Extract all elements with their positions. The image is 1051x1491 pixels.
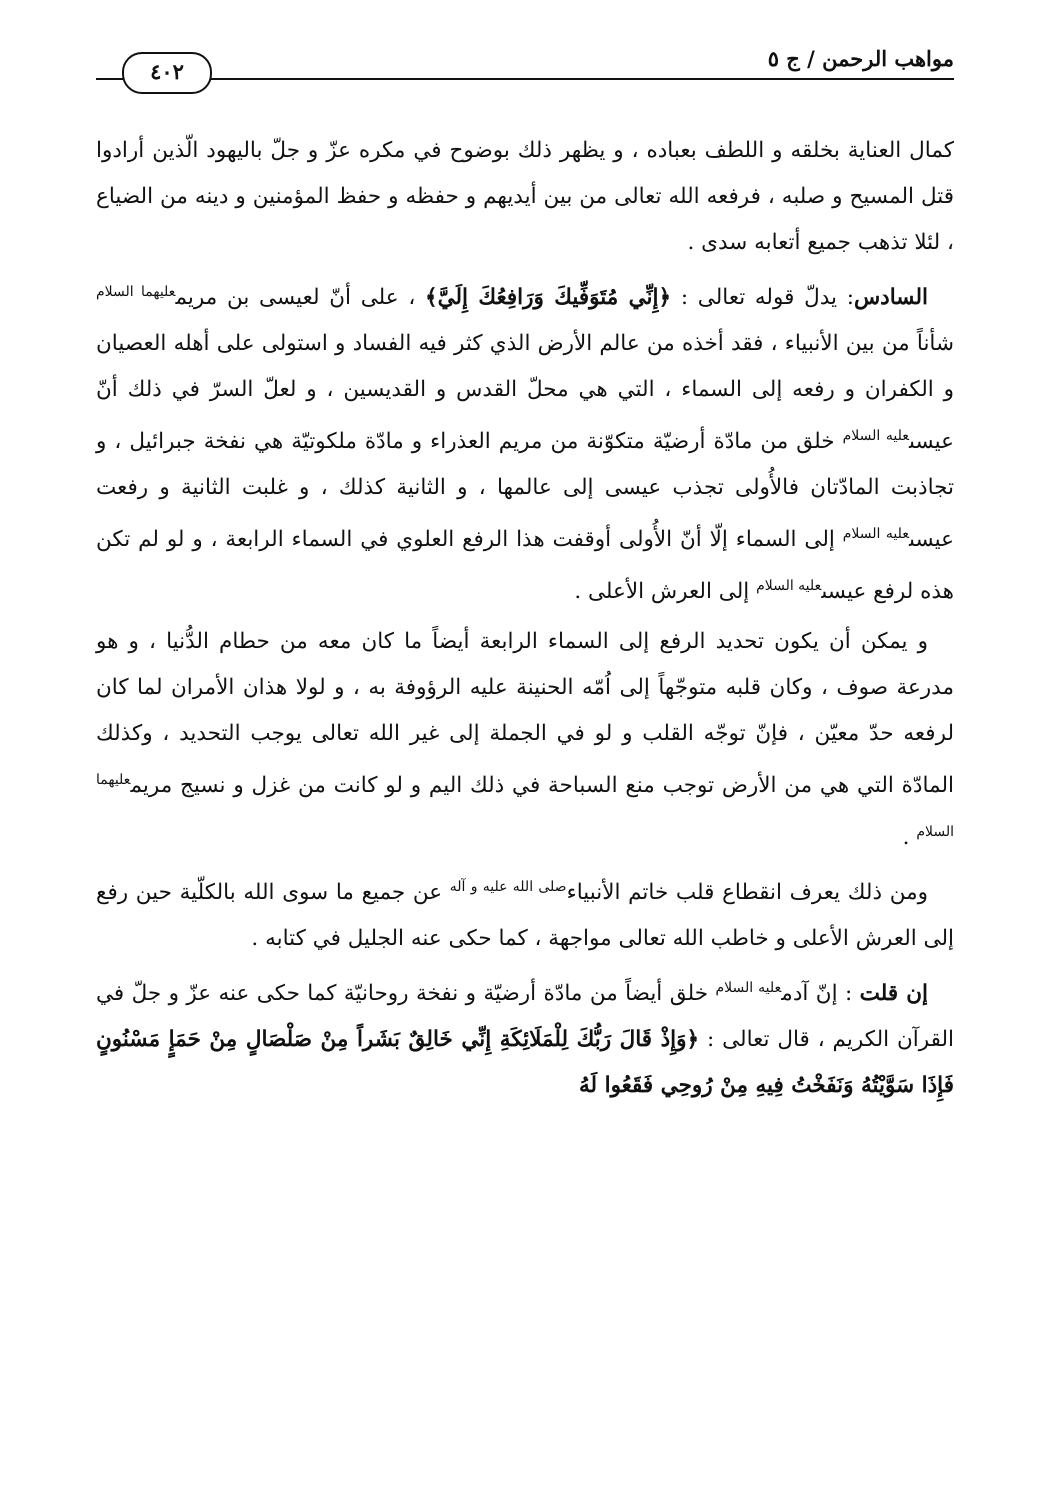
text-span: : يدلّ قوله تعالى : [671,285,854,311]
text-span: إلى العرش الأعلى . [574,579,757,605]
text-span: شأناً من بين الأنبياء ، فقد أخذه من عالم الأرض الذي كثر فيه الفساد و استولى على أهله العصيان و الكفران و رفعه إلى السماء ، التي هي محلّ القدس و القديسين ، و لعلّ السرّ في ذلك أنّ عيسى [96,331,954,455]
running-title: مواهب الرحمن / ج ٥ [767,46,954,71]
paragraph-4 [96,864,954,962]
page-header [96,40,954,88]
paragraph-5 [96,965,954,1109]
paragraph-3 [96,619,954,861]
section-term: السادس [853,285,929,311]
paragraph-2 [96,269,954,616]
text-span: خلق أيضاً من مادّة أرضيّة و نفخة روحانيّة كما حكى عنه عزّ و جلّ في القرآن الكريم ، قال تعالى : [96,981,954,1053]
text-span: : إنّ آدم [781,981,860,1007]
section-term: إن قلت [859,981,928,1007]
honorific-mark: عليهما السلام [96,771,954,840]
quran-verse: ﴿إِنِّي مُتَوَفِّيكَ وَرَافِعُكَ إِلَيَّ﴾ [424,285,672,311]
honorific-mark: صلى الله عليه و آله [449,878,567,895]
text-span: إلى السماء إلّا أنّ الأُولى أوقفت هذا الرفع العلوي في السماء الرابعة ، و لو لم تكن هذه لرفع عيسى [96,527,954,605]
text-span: ، على أنّ لعيسى بن مريم [175,285,425,311]
honorific-mark: عليه السلام [842,526,909,543]
quran-verse: ﴿وَإِذْ قَالَ رَبُّكَ لِلْمَلَائِكَةِ إِنِّي خَالِقٌ بَشَراً مِنْ صَلْصَالٍ مِنْ حَمَإٍ مَسْنُونٍ فَإِذَا سَوَّيْتُهُ وَنَفَخْتُ فِيهِ مِنْ رُوحِي فَقَعُوا لَهُ [96,1027,954,1099]
honorific-mark: عليه السلام [715,980,782,997]
text-span: و يمكن أن يكون تحديد الرفع إلى السماء الرابعة أيضاً ما كان معه من حطام الدُّنيا ، و هو مدرعة صوف ، وكان قلبه متوجّهاً إلى اُمّه الحنينة عليه الرؤوفة به ، و لولا هذان الأمران لما كان لرفعه حدّ معيّن ، فإنّ توجّه القلب و لو في الجملة إلى غير الله تعالى يوجب التحديد ، وكذلك المادّة التي هي من الأرض توجب منع السباحة في ذلك اليم و لو كانت من غزل و نسيج مريم [96,628,954,798]
paragraph-1: كمال العناية بخلقه و اللطف بعباده ، و يظهر ذلك بوضوح في مكره عزّ و جلّ باليهود الّذين أرادوا قتل المسيح و صلبه ، فرفعه الله تعالى من بين أيديهم و حفظه و حفظ المؤمنين و دينه من الضياع ، لئلا تذهب جميع أتعابه سدى . [96,138,954,255]
text-span: ومن ذلك يعرف انقطاع قلب خاتم الأنبياء [566,880,928,906]
honorific-mark: عليه السلام [756,578,822,595]
header-rule [96,78,954,80]
honorific-mark: عليهما السلام [96,284,176,300]
honorific-mark: عليه السلام [842,428,909,445]
text-span: . [902,824,917,850]
text-span: خلق من مادّة أرضيّة متكوّنة من مريم العذراء و مادّة ملكوتيّة هي نفخة جبرائيل ، و تجاذبت المادّتان فالأُولى تجذب عيسى إلى عالمها ، و الثانية كذلك ، و غلبت الثانية و رفعت عيسى [96,429,954,553]
text-span: عن جميع ما سوى الله بالكلّية حين رفع إلى العرش الأعلى و خاطب الله تعالى مواجهة ، كما حكى عنه الجليل في كتابه . [96,880,954,952]
page-number-badge: ٤٠٢ [122,52,212,94]
page-body [96,128,954,1112]
